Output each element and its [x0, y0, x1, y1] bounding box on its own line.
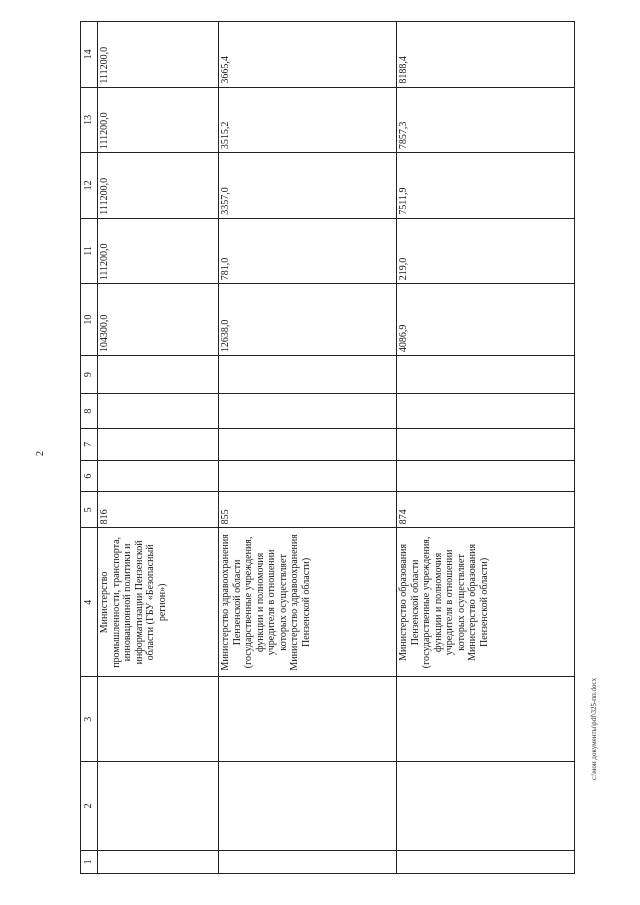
amount-cell: 7857,3: [397, 87, 575, 153]
amount-cell: 104300,0: [98, 284, 219, 356]
table-cell: [219, 677, 397, 762]
table-cell: [98, 429, 219, 461]
table-cell: [397, 429, 575, 461]
amount-cell: 111200,0: [98, 218, 219, 284]
table-cell: [98, 356, 219, 394]
code-cell: 874: [397, 492, 575, 528]
amount-cell: 781,0: [219, 218, 397, 284]
budget-table: [80, 21, 575, 874]
amount-cell: 111200,0: [98, 87, 219, 153]
col-header: 13: [81, 87, 98, 153]
col-header: 6: [81, 460, 98, 492]
ministry-name-cell: Министерство здравоохранения Пензенской области (государственные учреждения, функции и полномочия учредителя в отношении которых осуществляет Министерство здравоохранения Пензенской области): [219, 528, 397, 677]
table-cell: [219, 460, 397, 492]
table-cell: [98, 677, 219, 762]
code-cell: 855: [219, 492, 397, 528]
page-number: 2: [35, 451, 46, 456]
col-header: 7: [81, 429, 98, 461]
col-header: 9: [81, 356, 98, 394]
table-cell: [219, 394, 397, 429]
header-row: [81, 22, 98, 874]
table-cell: [98, 850, 219, 873]
table-cell: [397, 394, 575, 429]
ministry-name-cell: Министерство промышленности, транспорта, инновационной политики и информатизации Пензенской области (ГБУ «Безопасный регион»): [98, 528, 219, 677]
table-cell: [98, 394, 219, 429]
amount-cell: 3665,4: [219, 22, 397, 88]
amount-cell: 3357,0: [219, 153, 397, 219]
table-cell: [397, 677, 575, 762]
code-cell: 816: [98, 492, 219, 528]
col-header: 10: [81, 284, 98, 356]
col-header: 5: [81, 492, 98, 528]
ministry-name-cell: Министерство образования Пензенской области (государственные учреждения, функции и полномочия учредителя в отношении которых осуществляет Министерство образования Пензенской области): [397, 528, 575, 677]
table-cell: [98, 460, 219, 492]
table-row: [219, 22, 397, 874]
table-cell: [98, 761, 219, 850]
amount-cell: 12638,0: [219, 284, 397, 356]
col-header: 2: [81, 761, 98, 850]
rotated-table-container: [80, 21, 612, 874]
table-row: [397, 22, 575, 874]
col-header: 1: [81, 850, 98, 873]
amount-cell: 8188,4: [397, 22, 575, 88]
table-cell: [219, 850, 397, 873]
col-header: 3: [81, 677, 98, 762]
col-header: 4: [81, 528, 98, 677]
col-header: 14: [81, 22, 98, 88]
table-row: [98, 22, 219, 874]
amount-cell: 219,0: [397, 218, 575, 284]
table-cell: [397, 356, 575, 394]
amount-cell: 7511,9: [397, 153, 575, 219]
amount-cell: 3515,2: [219, 87, 397, 153]
col-header: 11: [81, 218, 98, 284]
amount-cell: 4086,9: [397, 284, 575, 356]
amount-cell: 111200,0: [98, 153, 219, 219]
table-cell: [397, 850, 575, 873]
amount-cell: 111200,0: [98, 22, 219, 88]
table-cell: [219, 761, 397, 850]
col-header: 8: [81, 394, 98, 429]
table-cell: [219, 356, 397, 394]
table-cell: [397, 460, 575, 492]
table-cell: [397, 761, 575, 850]
table-cell: [219, 429, 397, 461]
footer-file-path: c:\мои документы\pdf\325-пп.docx: [590, 677, 598, 780]
col-header: 12: [81, 153, 98, 219]
